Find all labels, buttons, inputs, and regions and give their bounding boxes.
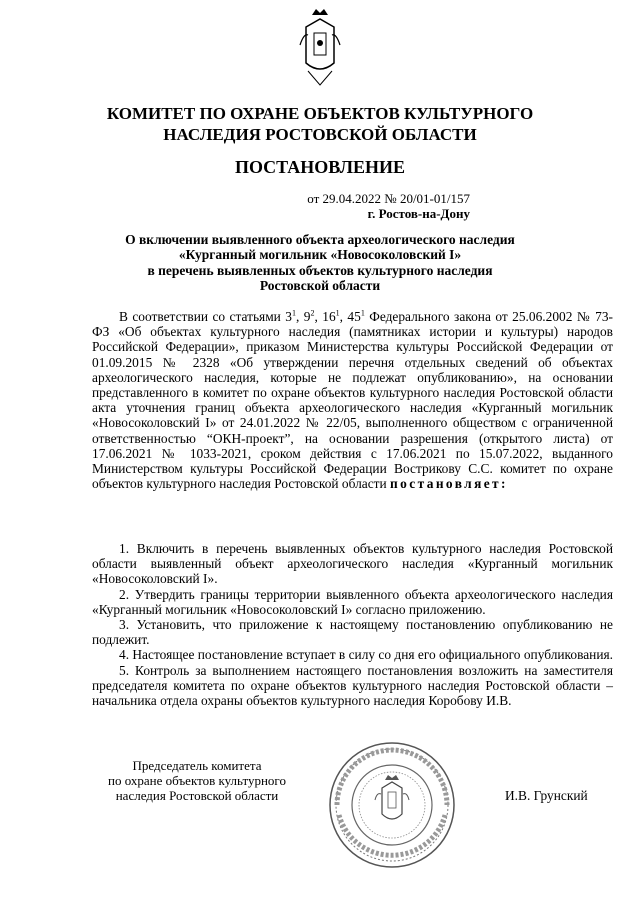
document-date-number: от 29.04.2022 № 20/01-01/157 xyxy=(307,191,470,206)
decree-item-2: 2. Утвердить границы территории выявленного объекта археологического наследия «Курганный могильник «Новосоколовский I» согласно приложению. xyxy=(92,586,613,617)
organization-title-line-1: КОМИТЕТ ПО ОХРАНЕ ОБЪЕКТОВ КУЛЬТУРНОГО xyxy=(106,104,534,123)
decree-item-3: 3. Установить, что приложение к настоящему постановлению опубликованию не подлежит. xyxy=(92,617,613,648)
preamble-sup-2: 2 xyxy=(310,308,315,318)
preamble-sup-1: 1 xyxy=(291,308,296,318)
coat-of-arms-icon xyxy=(296,5,344,93)
signatory-position-line-3: наследия Ростовской области xyxy=(115,788,279,803)
organization-title-line-2: НАСЛЕДИЯ РОСТОВСКОЙ ОБЛАСТИ xyxy=(163,125,477,144)
organization-title xyxy=(60,103,580,145)
decrees-word: постановляет: xyxy=(390,476,508,492)
preamble-text-1: В соответствии со статьями 3 xyxy=(119,309,292,324)
preamble-text-3: , 16 xyxy=(314,309,336,324)
preamble-text-5: Федерального закона от 25.06.2002 № 73-ФЗ «Об объектах культурного наследия (памятниках истории и культуры) народов Российской Федерации», приказом Министерства культуры Российской Федерации от 01.09.2015 № 2328 «Об утверждении перечня отдельных сведений об объектах археологического наследия, которые не подлежат опубликованию», на основании представленного в комитет по охране объектов культурного наследия Ростовской области акта уточнения границ объекта археологического наследия «Курганный могильник «Новосоколовский I» от 24.01.2022 № 22/05, выполненного обществом с ограниченной ответственностью “ОКН-проект”, на основании разрешения (открытого листа) от 17.06.2021 № 1033-2021, сроком действия с 17.06.2021 по 15.07.2022, выданного Министерством культуры Российской Федерации Вострикову С.С. комитет по охране объектов культурного наследия Ростовской области xyxy=(92,309,613,492)
preamble-text-4: , 45 xyxy=(339,309,361,324)
decree-item-1: 1. Включить в перечень выявленных объектов культурного наследия Ростовской области выявленный объект археологического наследия «Курганный могильник «Новосоколовский I». xyxy=(92,541,613,587)
signatory-position xyxy=(92,758,302,803)
document-subject xyxy=(90,232,550,293)
preamble-text-2: , 9 xyxy=(295,309,311,324)
document-type: ПОСТАНОВЛЕНИЕ xyxy=(234,157,406,177)
document-city: г. Ростов-на-Дону xyxy=(367,206,470,221)
official-seal-icon xyxy=(327,740,457,870)
preamble-sup-4: 1 xyxy=(360,308,365,318)
decree-item-5: 5. Контроль за выполнением настоящего постановления возложить на заместителя председателя комитета по охране объектов культурного наследия Ростовской области – начальника отдела охраны объектов культурного наследия Коробову И.В. xyxy=(92,662,613,709)
subject-line-2: «Курганный могильник «Новосоколовский I» xyxy=(178,247,462,263)
subject-line-1: О включении выявленного объекта археологического наследия xyxy=(125,232,515,247)
signatory-position-line-2: по охране объектов культурного xyxy=(108,773,286,788)
preamble-sup-3: 1 xyxy=(335,308,340,318)
preamble-paragraph xyxy=(92,309,613,491)
subject-line-4: Ростовской области xyxy=(259,277,381,293)
decree-item-4: 4. Настоящее постановление вступает в силу со дня его официального опубликования. xyxy=(119,647,613,663)
signatory-name: И.В. Грунский xyxy=(505,788,588,803)
decree-items xyxy=(92,541,613,708)
signatory-position-line-1: Председатель комитета xyxy=(132,758,262,773)
subject-line-3: в перечень выявленных объектов культурного наследия xyxy=(147,262,493,278)
